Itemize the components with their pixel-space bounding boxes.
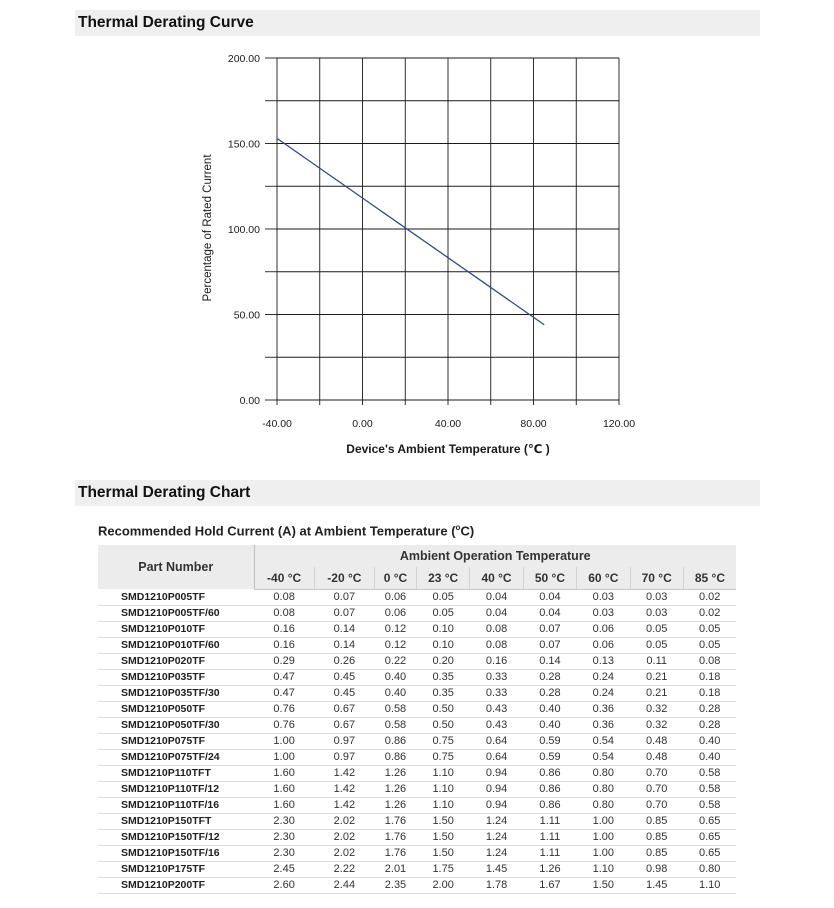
hold-current-cell: 0.20 xyxy=(432,655,454,667)
hold-current-cell: 2.45 xyxy=(273,863,295,875)
part-number-cell: SMD1210P050TF/30 xyxy=(121,719,220,731)
part-number-cell: SMD1210P200TF xyxy=(121,879,206,891)
hold-current-cell: 0.70 xyxy=(646,799,668,811)
hold-current-cell: 0.24 xyxy=(592,687,615,699)
hold-current-cell: 1.42 xyxy=(333,767,356,779)
hold-current-cell: 0.70 xyxy=(646,783,668,795)
hold-current-cell: 0.40 xyxy=(698,751,721,763)
table-row xyxy=(98,653,736,669)
hold-current-cell: 1.24 xyxy=(485,831,508,843)
hold-current-cell: 0.28 xyxy=(698,703,721,715)
hold-current-cell: 1.10 xyxy=(432,767,454,779)
part-number-cell: SMD1210P110TF/12 xyxy=(121,783,220,795)
hold-current-cell: 0.70 xyxy=(646,767,668,779)
hold-current-cell: 1.10 xyxy=(432,799,454,811)
hold-current-cell: 0.67 xyxy=(333,719,356,731)
hold-current-cell: 1.26 xyxy=(384,783,407,795)
thermal-derating-curve-heading: Thermal Derating Curve xyxy=(75,10,760,36)
temp-column-header: -20 °C xyxy=(314,567,374,589)
hold-current-cell: 0.07 xyxy=(333,607,356,619)
hold-current-cell: 1.26 xyxy=(384,767,407,779)
hold-current-cell: 0.05 xyxy=(698,639,721,651)
hold-current-cell: 0.43 xyxy=(485,719,508,731)
hold-current-cell: 1.76 xyxy=(384,815,407,827)
hold-current-cell: 1.00 xyxy=(592,831,615,843)
hold-current-cell: 0.26 xyxy=(333,655,356,667)
part-number-cell: SMD1210P035TF xyxy=(121,671,206,683)
hold-current-cell: 0.14 xyxy=(333,623,356,635)
hold-current-cell: 0.29 xyxy=(273,655,295,667)
part-number-cell: SMD1210P075TF xyxy=(121,735,206,747)
hold-current-cell: 2.02 xyxy=(333,847,356,859)
hold-current-cell: 0.03 xyxy=(646,607,668,619)
caption-degree: o xyxy=(455,523,461,532)
caption-end: C) xyxy=(460,523,475,539)
hold-current-cell: 0.97 xyxy=(333,735,356,747)
hold-current-cell: 0.76 xyxy=(273,703,295,715)
hold-current-cell: 1.75 xyxy=(432,863,454,875)
table-caption xyxy=(98,523,474,538)
hold-current-cell: 0.58 xyxy=(698,767,721,779)
hold-current-cell: 0.65 xyxy=(698,847,721,859)
hold-current-cell: 0.50 xyxy=(432,703,454,715)
hold-current-cell: 0.18 xyxy=(698,671,721,683)
hold-current-cell: 1.76 xyxy=(384,847,407,859)
hold-current-cell: 0.28 xyxy=(539,687,561,699)
hold-current-cell: 0.08 xyxy=(273,591,295,603)
hold-current-cell: 0.75 xyxy=(432,735,454,747)
hold-current-cell: 0.05 xyxy=(432,607,454,619)
hold-current-cell: 0.08 xyxy=(485,623,508,635)
hold-current-cell: 0.18 xyxy=(698,687,721,699)
hold-current-cell: 0.59 xyxy=(539,751,561,763)
hold-current-cell: 0.40 xyxy=(698,735,721,747)
hold-current-cell: 1.60 xyxy=(273,799,295,811)
hold-current-cell: 0.05 xyxy=(646,639,668,651)
hold-current-cell: 0.40 xyxy=(384,687,407,699)
hold-current-cell: 0.65 xyxy=(698,815,721,827)
part-number-cell: SMD1210P010TF/60 xyxy=(121,639,220,651)
hold-current-cell: 0.97 xyxy=(333,751,356,763)
hold-current-cell: 0.86 xyxy=(384,735,407,747)
hold-current-cell: 1.26 xyxy=(539,863,561,875)
table-row xyxy=(98,781,736,797)
hold-current-cell: 0.85 xyxy=(646,847,668,859)
hold-current-cell: 0.06 xyxy=(384,591,407,603)
x-tick-label: -40.00 xyxy=(262,418,292,430)
table-row xyxy=(98,845,736,861)
hold-current-cell: 0.11 xyxy=(646,655,667,667)
hold-current-cell: 0.47 xyxy=(273,671,295,683)
hold-current-cell: 0.02 xyxy=(698,591,721,603)
temp-column-header: -40 °C xyxy=(254,567,314,589)
hold-current-cell: 0.59 xyxy=(539,735,561,747)
hold-current-cell: 1.10 xyxy=(592,863,615,875)
hold-current-cell: 2.01 xyxy=(384,863,407,875)
table-body xyxy=(98,589,736,893)
hold-current-cell: 0.48 xyxy=(646,751,668,763)
hold-current-cell: 0.86 xyxy=(539,783,561,795)
table-row xyxy=(98,749,736,765)
part-number-cell: SMD1210P150TF/12 xyxy=(121,831,220,843)
hold-current-cell: 1.42 xyxy=(333,783,356,795)
y-tick-label: 100.00 xyxy=(227,224,260,236)
hold-current-cell: 0.54 xyxy=(592,751,615,763)
table-row xyxy=(98,877,736,893)
hold-current-cell: 1.60 xyxy=(273,783,295,795)
hold-current-cell: 0.13 xyxy=(592,655,615,667)
hold-current-cell: 0.75 xyxy=(432,751,454,763)
temp-column-header: 70 °C xyxy=(630,567,683,589)
hold-current-cell: 0.08 xyxy=(273,607,295,619)
temp-column-header: 50 °C xyxy=(523,567,576,589)
hold-current-cell: 0.06 xyxy=(384,607,407,619)
hold-current-cell: 0.12 xyxy=(384,639,407,651)
hold-current-cell: 1.11 xyxy=(539,831,561,843)
table-row xyxy=(98,637,736,653)
hold-current-cell: 0.86 xyxy=(384,751,407,763)
part-number-cell: SMD1210P110TF/16 xyxy=(121,799,220,811)
hold-current-cell: 0.16 xyxy=(273,623,295,635)
hold-current-cell: 1.78 xyxy=(485,879,508,891)
hold-current-cell: 0.16 xyxy=(273,639,295,651)
part-number-cell: SMD1210P150TF/16 xyxy=(121,847,220,859)
hold-current-cell: 0.35 xyxy=(432,687,454,699)
table-row xyxy=(98,797,736,813)
part-number-cell: SMD1210P010TF xyxy=(121,623,206,635)
y-tick-label: 200.00 xyxy=(227,53,260,65)
x-axis-title: Device's Ambient Temperature (℃ ) xyxy=(346,442,550,456)
part-number-cell: SMD1210P050TF xyxy=(121,703,206,715)
hold-current-cell: 0.28 xyxy=(539,671,561,683)
x-tick-label: 120.00 xyxy=(602,418,636,430)
hold-current-cell: 0.04 xyxy=(485,607,508,619)
hold-current-cell: 1.11 xyxy=(539,847,561,859)
hold-current-cell: 0.43 xyxy=(485,703,508,715)
table-row xyxy=(98,669,736,685)
derating-curve-line xyxy=(277,138,544,324)
hold-current-cell: 0.47 xyxy=(273,687,295,699)
hold-current-cell: 1.60 xyxy=(273,767,295,779)
hold-current-cell: 1.10 xyxy=(432,783,454,795)
hold-current-cell: 1.76 xyxy=(384,831,407,843)
hold-current-cell: 0.22 xyxy=(384,655,407,667)
hold-current-cell: 1.45 xyxy=(646,879,668,891)
hold-current-cell: 0.40 xyxy=(539,703,561,715)
hold-current-cell: 0.33 xyxy=(485,687,508,699)
hold-current-cell: 0.07 xyxy=(539,623,561,635)
table-row xyxy=(98,621,736,637)
temp-column-header: 60 °C xyxy=(577,567,630,589)
hold-current-cell: 2.00 xyxy=(432,879,454,891)
hold-current-cell: 0.10 xyxy=(432,623,454,635)
hold-current-cell: 0.45 xyxy=(333,671,356,683)
hold-current-cell: 0.67 xyxy=(333,703,356,715)
table-row xyxy=(98,861,736,877)
hold-current-cell: 0.94 xyxy=(485,783,508,795)
thermal-derating-line-chart xyxy=(190,45,650,465)
hold-current-cell: 0.07 xyxy=(333,591,356,603)
hold-current-cell: 0.65 xyxy=(698,831,721,843)
hold-current-cell: 0.05 xyxy=(646,623,668,635)
chart-grid xyxy=(277,58,619,400)
table-row xyxy=(98,813,736,829)
table-row xyxy=(98,589,736,605)
hold-current-cell: 2.35 xyxy=(384,879,407,891)
hold-current-cell: 0.76 xyxy=(273,719,295,731)
hold-current-cell: 0.14 xyxy=(539,655,561,667)
hold-current-cell: 0.94 xyxy=(485,799,508,811)
part-number-cell: SMD1210P020TF xyxy=(121,655,206,667)
hold-current-cell: 0.12 xyxy=(384,623,407,635)
hold-current-cell: 1.26 xyxy=(384,799,407,811)
hold-current-cell: 0.58 xyxy=(384,719,407,731)
hold-current-cell: 0.08 xyxy=(698,655,721,667)
hold-current-cell: 0.21 xyxy=(646,687,668,699)
hold-current-cell: 1.11 xyxy=(539,815,561,827)
thermal-derating-chart-heading: Thermal Derating Chart xyxy=(75,480,760,506)
hold-current-cell: 0.03 xyxy=(592,591,615,603)
hold-current-cell: 0.16 xyxy=(485,655,508,667)
hold-current-cell: 0.35 xyxy=(432,671,454,683)
hold-current-cell: 0.98 xyxy=(646,863,668,875)
hold-current-cell: 0.05 xyxy=(432,591,454,603)
x-tick-label: 80.00 xyxy=(520,418,547,430)
part-number-cell: SMD1210P035TF/30 xyxy=(121,687,220,699)
hold-current-cell: 0.21 xyxy=(646,671,668,683)
hold-current-cell: 0.45 xyxy=(333,687,356,699)
hold-current-cell: 2.02 xyxy=(333,831,356,843)
hold-current-cell: 0.40 xyxy=(384,671,407,683)
hold-current-cell: 1.45 xyxy=(485,863,508,875)
temp-column-header: 0 °C xyxy=(375,567,417,589)
hold-current-cell: 2.30 xyxy=(273,815,295,827)
temp-column-header: 23 °C xyxy=(416,567,469,589)
hold-current-cell: 0.58 xyxy=(698,799,721,811)
hold-current-cell: 1.00 xyxy=(592,847,615,859)
hold-current-cell: 0.94 xyxy=(485,767,508,779)
hold-current-cell: 0.58 xyxy=(384,703,407,715)
hold-current-cell: 0.40 xyxy=(539,719,561,731)
temp-column-header: 85 °C xyxy=(683,567,736,589)
x-tick-label: 40.00 xyxy=(434,418,462,430)
hold-current-cell: 0.36 xyxy=(592,719,615,731)
hold-current-cell: 0.80 xyxy=(698,863,721,875)
temp-column-header: 40 °C xyxy=(470,567,523,589)
hold-current-cell: 0.28 xyxy=(698,719,721,731)
hold-current-cell: 2.60 xyxy=(273,879,295,891)
hold-current-cell: 1.24 xyxy=(485,815,508,827)
y-tick-label: 0.00 xyxy=(239,395,260,407)
hold-current-cell: 2.30 xyxy=(273,831,295,843)
hold-current-table xyxy=(98,545,736,894)
table-row xyxy=(98,765,736,781)
hold-current-cell: 0.06 xyxy=(592,623,615,635)
hold-current-cell: 0.03 xyxy=(592,607,615,619)
hold-current-cell: 0.08 xyxy=(485,639,508,651)
hold-current-cell: 0.80 xyxy=(592,799,615,811)
hold-current-cell: 1.00 xyxy=(592,815,615,827)
table-row xyxy=(98,829,736,845)
part-number-cell: SMD1210P005TF xyxy=(121,590,206,603)
hold-current-cell: 0.85 xyxy=(646,815,668,827)
hold-current-cell: 1.50 xyxy=(432,847,454,859)
ambient-temperature-group-header: Ambient Operation Temperature xyxy=(254,545,736,567)
hold-current-cell: 0.02 xyxy=(698,607,721,619)
hold-current-cell: 2.30 xyxy=(273,847,295,859)
hold-current-cell: 0.03 xyxy=(646,591,668,603)
part-number-cell: SMD1210P075TF/24 xyxy=(121,751,220,763)
hold-current-cell: 0.07 xyxy=(539,639,561,651)
hold-current-cell: 0.86 xyxy=(539,799,561,811)
y-tick-label: 50.00 xyxy=(233,309,260,322)
hold-current-cell: 1.50 xyxy=(432,831,454,843)
hold-current-cell: 1.67 xyxy=(539,879,561,891)
hold-current-cell: 1.50 xyxy=(432,815,454,827)
part-number-cell: SMD1210P150TFT xyxy=(121,815,212,827)
hold-current-cell: 1.42 xyxy=(333,799,356,811)
hold-current-cell: 0.48 xyxy=(646,735,668,747)
hold-current-cell: 0.06 xyxy=(592,639,615,651)
hold-current-cell: 0.32 xyxy=(646,719,668,731)
hold-current-cell: 1.10 xyxy=(698,879,721,891)
hold-current-cell: 1.24 xyxy=(485,847,508,859)
hold-current-cell: 0.64 xyxy=(485,751,508,763)
part-number-header: Part Number xyxy=(98,545,254,589)
hold-current-cell: 1.00 xyxy=(273,751,295,763)
table-row xyxy=(98,685,736,701)
caption-main: Recommended Hold Current (A) at Ambient Temperature ( xyxy=(98,523,456,539)
hold-current-cell: 1.50 xyxy=(592,879,615,891)
chart-series xyxy=(277,138,544,324)
part-number-cell: SMD1210P175TF xyxy=(121,863,206,875)
hold-current-cell: 0.04 xyxy=(539,591,561,603)
hold-current-cell: 0.85 xyxy=(646,831,668,843)
table-row xyxy=(98,733,736,749)
y-tick-label: 150.00 xyxy=(227,138,260,151)
y-axis-title: Percentage of Rated Current xyxy=(202,154,214,302)
table-row xyxy=(98,605,736,621)
hold-current-cell: 0.80 xyxy=(592,783,615,795)
hold-current-cell: 0.80 xyxy=(592,767,615,779)
hold-current-cell: 0.64 xyxy=(485,735,508,747)
hold-current-cell: 0.33 xyxy=(485,671,508,683)
table-row xyxy=(98,717,736,733)
hold-current-cell: 0.32 xyxy=(646,703,668,715)
hold-current-cell: 2.44 xyxy=(333,879,356,891)
hold-current-cell: 1.00 xyxy=(273,735,295,747)
hold-current-cell: 0.50 xyxy=(432,719,454,731)
hold-current-cell: 0.14 xyxy=(333,639,356,651)
hold-current-cell: 2.22 xyxy=(333,863,356,875)
hold-current-cell: 0.24 xyxy=(592,671,615,683)
hold-current-cell: 0.36 xyxy=(592,703,615,715)
part-number-cell: SMD1210P005TF/60 xyxy=(121,607,220,619)
chart-axes xyxy=(265,58,619,405)
chart-labels xyxy=(202,53,635,456)
hold-current-cell: 0.54 xyxy=(592,735,615,747)
part-number-cell: SMD1210P110TFT xyxy=(121,767,211,779)
table-row xyxy=(98,701,736,717)
hold-current-cell: 0.05 xyxy=(698,623,721,635)
x-tick-label: 0.00 xyxy=(352,418,373,430)
hold-current-cell: 0.04 xyxy=(539,607,561,619)
hold-current-cell: 2.02 xyxy=(333,815,356,827)
hold-current-cell: 0.86 xyxy=(539,767,561,779)
hold-current-cell: 0.10 xyxy=(432,639,454,651)
hold-current-cell: 0.58 xyxy=(698,783,721,795)
hold-current-cell: 0.04 xyxy=(485,591,508,603)
